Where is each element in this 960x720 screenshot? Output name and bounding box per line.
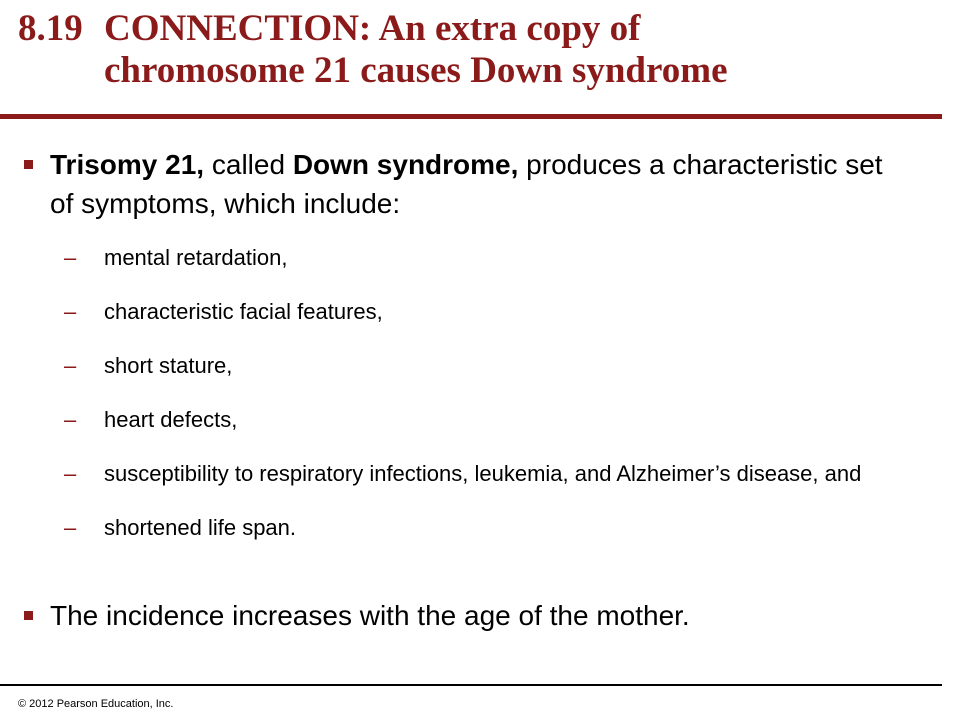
dash-bullet-icon: – (64, 461, 77, 486)
section-number: 8.19 (18, 8, 83, 49)
copyright-notice: © 2012 Pearson Education, Inc. (18, 698, 174, 710)
list-item (64, 244, 924, 271)
bullet-text (50, 145, 910, 223)
bullet-incidence (24, 596, 910, 635)
symptom-text: mental retardation, (104, 245, 288, 270)
list-item (64, 352, 924, 379)
dash-bullet-icon: – (64, 515, 77, 540)
symptom-text: heart defects, (104, 407, 238, 432)
bullet-text-segment: produces a characteristic set of symptoms, which include: (50, 149, 883, 219)
term-down-syndrome: Down syndrome, (292, 149, 519, 180)
dash-bullet-icon: – (64, 353, 77, 378)
slide-title (18, 8, 948, 92)
title-text-line-1: CONNECTION: An extra copy of (104, 8, 641, 49)
title-line-1 (18, 8, 948, 50)
bullet-trisomy-21 (24, 145, 910, 223)
list-item (64, 514, 924, 541)
bullet-text: The incidence increases with the age of the mother. (50, 600, 690, 631)
symptom-text: characteristic facial features, (104, 299, 383, 324)
symptom-text: short stature, (104, 353, 233, 378)
footer-divider (0, 684, 942, 686)
term-trisomy-21: Trisomy 21, (50, 149, 205, 180)
title-text-line-2: chromosome 21 causes Down syndrome (104, 50, 728, 91)
dash-bullet-icon: – (64, 299, 77, 324)
dash-bullet-icon: – (64, 407, 77, 432)
list-item (64, 460, 924, 487)
list-item (64, 298, 924, 325)
symptom-list (64, 244, 924, 568)
title-divider (0, 114, 942, 119)
square-bullet-icon (24, 611, 33, 620)
bullet-text-segment: called (204, 149, 293, 180)
dash-bullet-icon: – (64, 245, 77, 270)
list-item (64, 406, 924, 433)
symptom-text: shortened life span. (104, 515, 297, 540)
symptom-text: susceptibility to respiratory infections, leukemia, and Alzheimer’s disease, and (104, 461, 862, 486)
square-bullet-icon (24, 160, 33, 169)
